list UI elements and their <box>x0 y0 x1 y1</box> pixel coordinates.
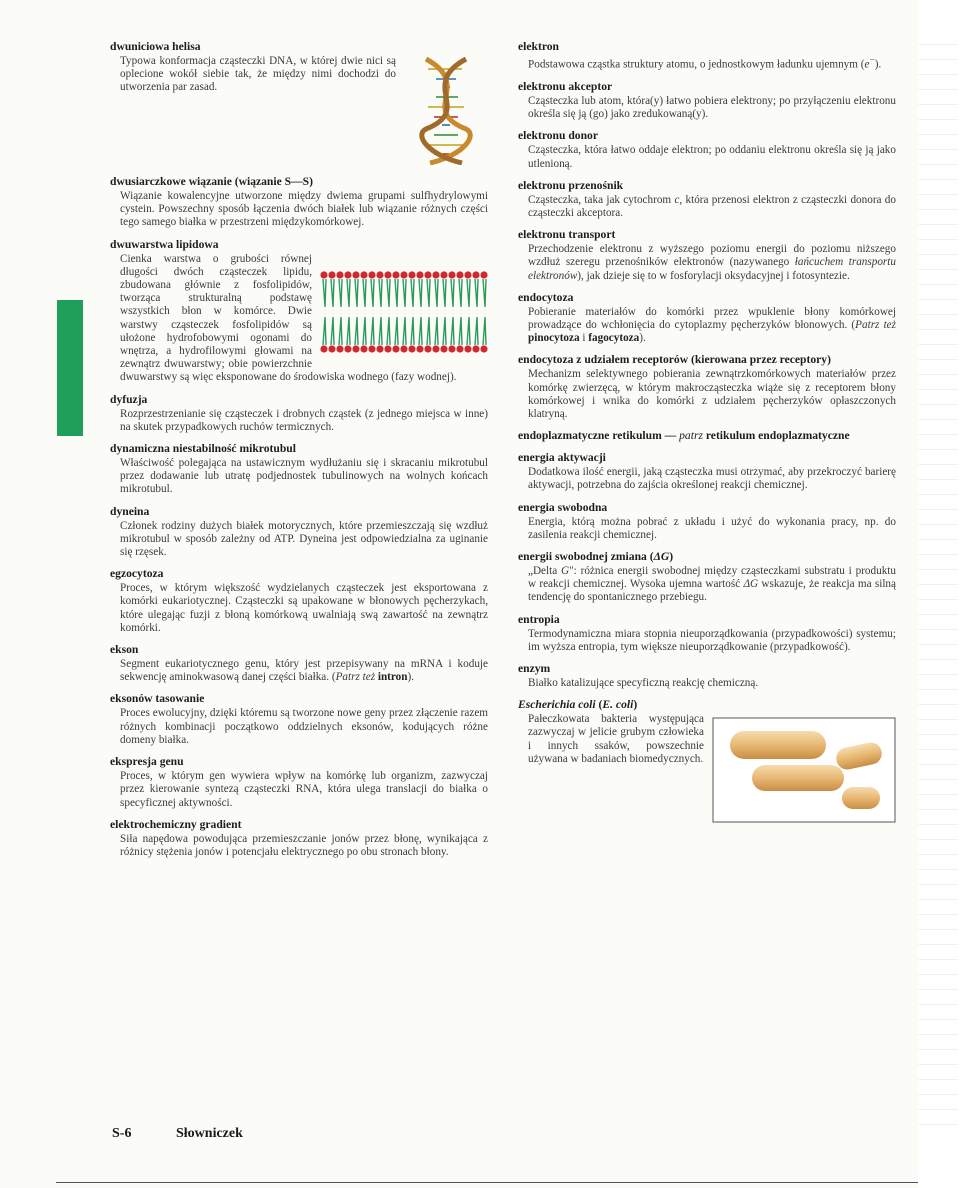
term-text-end: ) <box>633 698 638 712</box>
definition <box>518 194 896 220</box>
entry-elektronu-akceptor <box>518 80 896 121</box>
tails-top <box>323 279 486 307</box>
entry-energia-swobodna <box>518 501 896 542</box>
definition: Dodatkowa ilość energii, jaką cząsteczka musi otrzymać, aby przekroczyć barierę aktywacji, potrzebna do zajścia określonej reakcji chemicznej. <box>528 466 896 492</box>
definition <box>518 243 896 283</box>
entry-dwusiarczkowe-wiazanie <box>110 175 488 230</box>
entry-dwuwarstwa-lipidowa <box>110 238 488 385</box>
definition: Energia, którą można pobrać z układu i użyć do wykonania pracy, np. do zasilenia reakcji chemicznej. <box>528 515 896 541</box>
bacterium-rod-1 <box>730 731 826 759</box>
term: dyfuzja <box>110 392 148 406</box>
definition-text-end: wskazuje, że reakcja ma silną tendencję do spontanicznego przebiegu. <box>528 578 896 604</box>
definition-text-end: ). <box>407 671 415 684</box>
symbol: G <box>561 565 570 577</box>
term-text-end: ) <box>669 550 674 563</box>
definition-text-end: ). <box>874 58 882 71</box>
term: enzym <box>518 662 551 676</box>
term <box>518 550 896 564</box>
definition-text: Pobieranie materiałów do komórki przez wpuklenie błony komórkowej prowadzące do wchłonięcia do cytoplazmy pęcherzyków błonowych. ( <box>528 305 896 331</box>
conjunction: i <box>579 332 589 345</box>
term: dwuniciowa helisa <box>110 40 201 53</box>
term: dynamiczna niestabilność mikrotubul <box>110 442 296 456</box>
term: dwusiarczkowe wiązanie (wiązanie S—S) <box>110 175 313 188</box>
term-text: ( <box>595 698 603 712</box>
entry-dyfuzja <box>110 393 488 434</box>
definition <box>518 565 896 605</box>
italic-term: łańcuchem transportu elektronów <box>528 256 896 282</box>
entry-dyneina <box>110 505 488 560</box>
entry-entropia <box>518 613 896 654</box>
definition: Członek rodziny dużych białek motorycznych, które przemieszczają się wzdłuż mikrotubul w sposób zależny od ATP. Dyneina jest odpowiedzialna za uginanie się rzęsek. <box>120 519 488 559</box>
entry-dwuniciowa-helisa <box>110 40 488 167</box>
term: entropia <box>518 612 560 626</box>
lipid-bilayer-illustration <box>320 267 488 357</box>
term: elektronu akceptor <box>518 79 613 93</box>
entry-endocytoza <box>518 291 896 346</box>
definition <box>518 55 896 72</box>
definition: Wiązanie kowalencyjne utworzone między dwiema grupami sulfhydrylowymi cystein. Powszechny sposób łączenia dwóch białek lub wiązanie różnych części tego samego białka w przestrzeni międzykomórkowej. <box>120 190 488 229</box>
term: elektronu przenośnik <box>518 178 624 192</box>
definition-text: Cząsteczka, taka jak cytochrom <box>528 193 675 206</box>
heads-top <box>320 271 487 278</box>
cross-reference: pinocytoza <box>528 332 580 345</box>
term: elektronu transport <box>518 228 616 242</box>
section-title: Słowniczek <box>176 1126 243 1141</box>
right-column <box>518 40 896 833</box>
entry-ekspresja-genu <box>110 755 488 810</box>
definition-text-end: , która przenosi elektron z cząsteczki donora do cząsteczki akceptora. <box>528 193 896 219</box>
entry-endoplazmatyczne-retikulum <box>518 429 896 443</box>
species-abbrev: E. coli <box>602 698 634 712</box>
thumb-index-tab <box>57 300 83 436</box>
term: endocytoza z udziałem receptorów (kierowana przez receptory) <box>518 353 831 367</box>
definition-text: Segment eukariotycznego genu, który jest przepisywany na mRNA i koduje sekwencję aminokwasową danej części białka. ( <box>120 658 488 684</box>
bottom-rule <box>56 1182 918 1183</box>
definition-text: Przechodzenie elektronu z wyższego poziomu energii do poziomu niższego wzdłuż szeregu przenośników elektronów (nazywanego <box>528 243 896 269</box>
definition: Termodynamiczna miara stopnia nieuporządkowania (przypadkowości) systemu; im wyższa entropia, tym większe nieuporządkowanie (przypadkowość). <box>528 627 896 653</box>
bacterium-rod-4 <box>842 787 880 809</box>
definition <box>110 658 488 684</box>
bacterium-rod-2 <box>752 765 844 791</box>
entry-dynamiczna-niestabilnosc <box>110 442 488 497</box>
term <box>518 429 896 443</box>
dna-double-helix-illustration <box>404 55 488 165</box>
definition-text-end: ), jak dzieje się to w fosforylacji oksydacyjnej i fotosyntezie. <box>577 269 850 282</box>
term: elektronu donor <box>518 129 598 143</box>
term: dwuwarstwa lipidowa <box>110 237 219 251</box>
entry-eksonow-tasowanie <box>110 692 488 747</box>
definition: Cząsteczka lub atom, która(y) łatwo pobiera elektrony; po przyłączeniu elektronu określa się ją (go) jako zredukowaną(y). <box>528 94 896 121</box>
entry-ekson <box>110 643 488 684</box>
term: eksonów tasowanie <box>110 692 205 706</box>
definition: Białko katalizujące specyficzną reakcję chemiczną. <box>528 677 759 690</box>
definition: Pałeczkowata bakteria występująca zazwyczaj w jelicie grubym człowieka i innych ssaków, powszechnie używana w badaniach biomedycznych. <box>528 713 704 765</box>
term: endocytoza <box>518 290 574 304</box>
definition <box>518 306 896 346</box>
definition: Cienka warstwa o grubości równej długości dwóch cząsteczek lipidu, zbudowana głównie z fosfolipidów, tworząca strukturalną podstawę wszystkich błon w komórce. Dwie warstwy cząsteczek fosfolipidów są ułożone hydrofobowymi ogonami do wnętrza, a hydrofilowymi głowami na zewnątrz dwuwarstwy; obie powierzchnie dwuwarstwy są więc eksponowane do środowiska wodnego (fazy wodnej). <box>120 252 457 384</box>
see-also-label: Patrz też <box>855 318 897 331</box>
definition-text-mid: ": różnica energii swobodnej między cząsteczkami substratu i produktu w reakcji chemicznej. Wysoka ujemna wartość <box>528 565 896 591</box>
term: elektron <box>518 40 560 53</box>
term-text: endoplazmatyczne retikulum — <box>518 429 680 443</box>
term <box>518 698 896 712</box>
cross-reference: intron <box>377 671 408 684</box>
entry-energia-aktywacji <box>518 451 896 492</box>
species-name: Escherichia coli <box>518 698 596 712</box>
term: egzocytoza <box>110 567 164 581</box>
definition-text: „Delta <box>528 565 562 577</box>
definition: Siła napędowa powodująca przemieszczanie jonów przez błonę, wynikająca z różnicy stężenia jonów i potencjału elektrycznego po obu stronach błony. <box>120 832 488 858</box>
definition: Proces ewolucyjny, dzięki któremu są tworzone nowe geny przez złączenie razem różnych kombinacji początkowo oddzielnych eksonów, kodujących różne domeny białka. <box>120 707 488 746</box>
term: elektrochemiczny gradient <box>110 817 242 831</box>
entry-elektron <box>518 40 896 72</box>
term: ekspresja genu <box>110 755 184 769</box>
term: dyneina <box>110 504 150 518</box>
entry-endocytoza-receptorowa <box>518 353 896 421</box>
entry-energii-swobodnej-zmiana <box>518 550 896 605</box>
entry-elektronu-donor <box>518 129 896 170</box>
heads-bottom <box>320 345 487 352</box>
definition-text: Podstawowa cząstka struktury atomu, o jednostkowym ładunku ujemnym ( <box>528 58 865 71</box>
see-also-label: Patrz też <box>335 671 376 684</box>
e-coli-bacteria-illustration <box>712 717 896 823</box>
definition: Typowa konformacja cząsteczki DNA, w której dwie nici są oplecione wokół siebie tak, że między nimi dochodzi do utworzenia par zasad. <box>120 55 396 94</box>
entry-elektronu-transport <box>518 228 896 283</box>
entry-elektronu-przenosnik <box>518 179 896 220</box>
definition: Rozprzestrzenianie się cząsteczek i drobnych cząstek (z jednego miejsca w inne) na skutek przypadkowych ruchów termicznych. <box>120 407 488 433</box>
symbol-2: ΔG <box>743 578 759 591</box>
entry-escherichia-coli <box>518 698 896 825</box>
cross-reference: retikulum endoplazmatyczne <box>702 429 850 443</box>
page-number: S-6 <box>112 1126 132 1141</box>
term: energia swobodna <box>518 500 608 514</box>
definition: Proces, w którym gen wywiera wpływ na komórkę lub organizm, zazwyczaj przez kierowanie syntezą cząsteczki RNA, która ulega translacji do białka o specyficznej aktywności. <box>120 770 488 809</box>
definition: Właściwość polegająca na ustawicznym wydłużaniu się i skracaniu mikrotubul przez dodawanie lub utratę podjednostek tubulinowych na wolnych końcach mikrotubul. <box>120 457 488 496</box>
symbol: e <box>864 58 870 71</box>
tails-bottom <box>323 317 486 345</box>
cross-reference-2: fagocytoza <box>588 332 640 345</box>
symbol: c <box>674 193 680 206</box>
term-text: energii swobodnej zmiana ( <box>518 550 654 563</box>
entry-elektrochemiczny-gradient <box>110 818 488 859</box>
symbol: ΔG <box>653 550 670 563</box>
entry-enzym <box>518 662 896 690</box>
left-column <box>110 40 488 867</box>
superscript: − <box>869 56 875 66</box>
page-footer <box>112 1126 243 1142</box>
definition: Proces, w którym większość wydzielanych cząsteczek jest eksportowana z komórki eukariotycznej. Cząsteczki są upakowane w błonowych pęcherzykach, które ulegając fuzji z błoną komórkową uwalniają swą zawartość na zewnątrz komórki. <box>120 582 488 634</box>
definition: Cząsteczka, która łatwo oddaje elektron; po oddaniu elektronu określa się ją jako utlenioną. <box>528 144 896 170</box>
term: ekson <box>110 643 139 657</box>
definition-text-end: ). <box>639 332 646 345</box>
term: energia aktywacji <box>518 451 606 465</box>
bleed-through-lines <box>918 30 958 1130</box>
entry-egzocytoza <box>110 567 488 635</box>
definition: Mechanizm selektywnego pobierania zewnątrzkomórkowych materiałów przez komórkę zwierzęcą, w którym makrocząsteczka wiąże się z receptorem błony komórkowej i wnika do komórki z udziałem pęcherzyków opłaszczonych klatryną. <box>528 368 896 420</box>
see-label: patrz <box>679 429 703 443</box>
